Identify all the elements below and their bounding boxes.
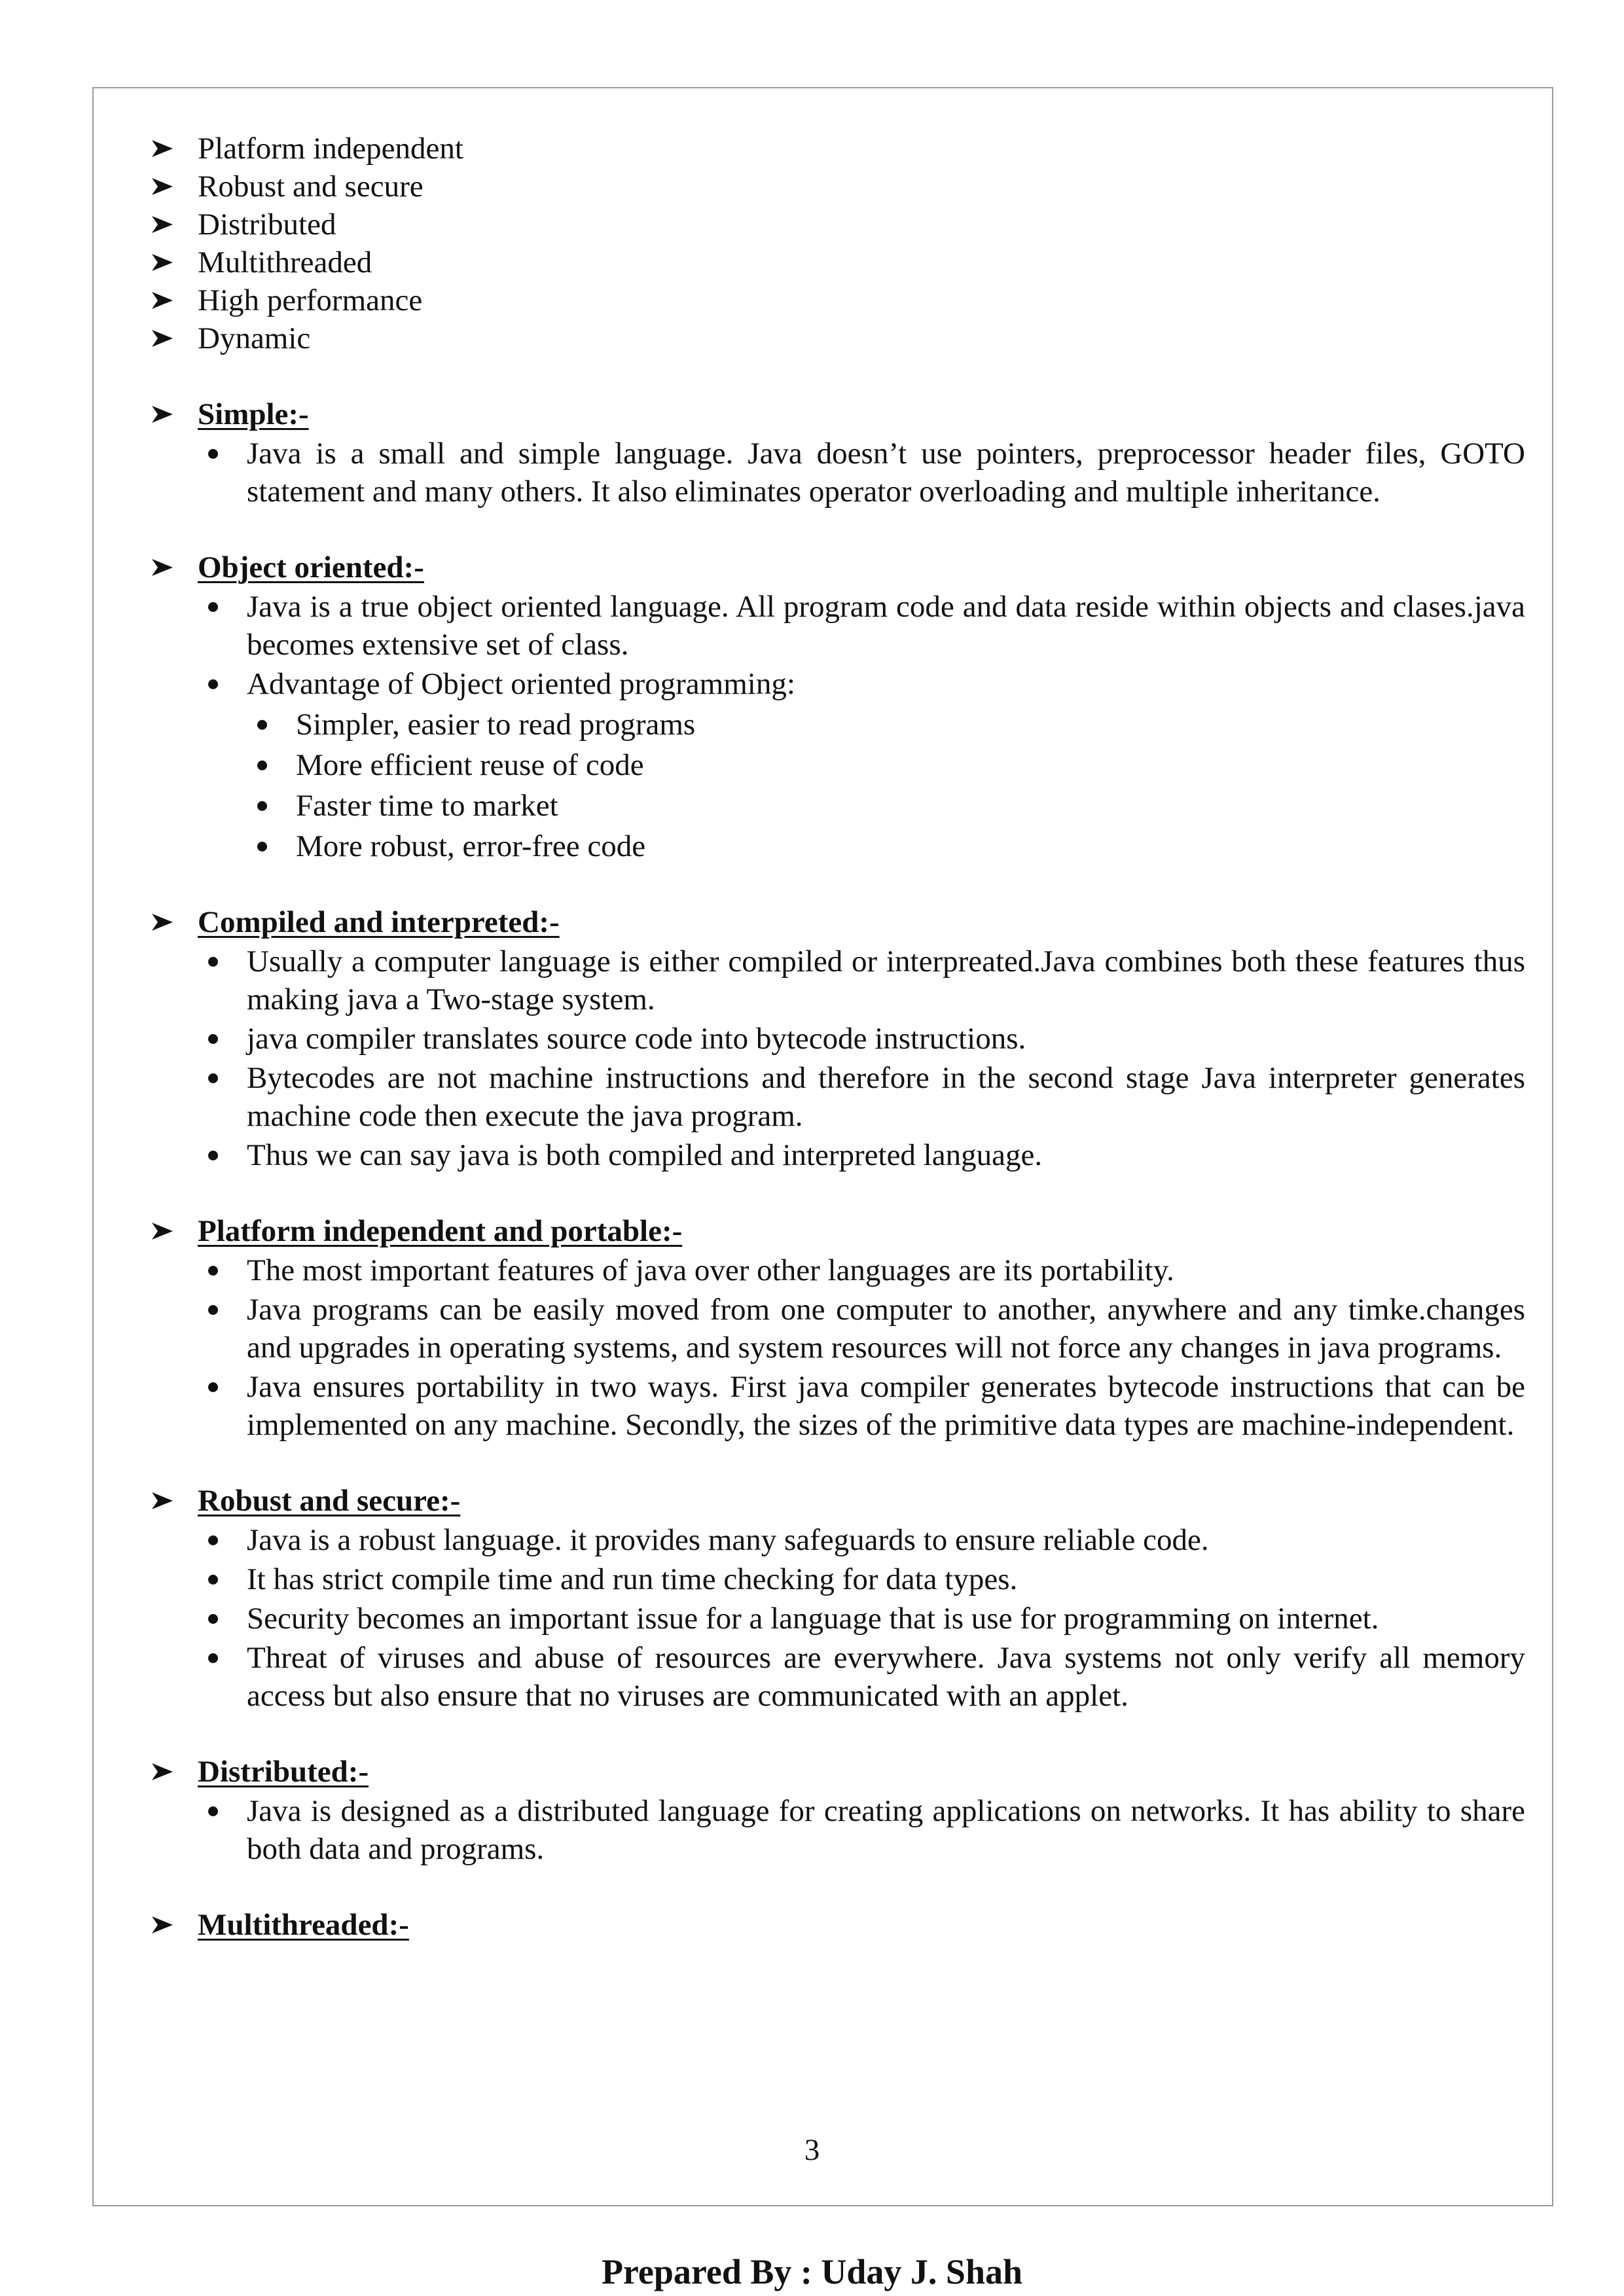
arrowhead-icon — [151, 548, 177, 586]
arrowhead-icon — [151, 903, 177, 941]
arrowhead-icon — [151, 281, 177, 319]
dot-bullet — [208, 1266, 218, 1276]
list-item-label: Platform independent — [198, 132, 463, 166]
dot-bullet — [208, 1535, 218, 1545]
list-item-label: High performance — [198, 283, 423, 317]
bullet-item: Java is designed as a distributed language for creating applications on networks. It has ability to share both data and programs. — [151, 1792, 1525, 1868]
list-item — [151, 281, 1525, 319]
bullet-item: It has strict compile time and run time checking for data types. — [151, 1560, 1525, 1598]
dot-bullet — [257, 761, 267, 770]
section-heading: Compiled and interpreted:- — [151, 903, 1525, 941]
page-number: 3 — [804, 2133, 820, 2167]
dot-bullet — [208, 602, 218, 612]
arrowhead-icon — [151, 130, 177, 168]
arrowhead-icon — [151, 395, 177, 433]
arrowhead-icon — [151, 1212, 177, 1250]
list-item-label: Robust and secure — [198, 170, 424, 204]
section-heading: Simple:- — [151, 395, 1525, 433]
section-compiled-interpreted — [151, 903, 1525, 1174]
list-item-label: Distributed — [198, 207, 336, 242]
dot-bullet — [208, 1151, 218, 1160]
dot-bullet — [208, 1806, 218, 1816]
dot-bullet — [208, 1305, 218, 1315]
section-heading: Robust and secure:- — [151, 1482, 1525, 1520]
section-robust-secure — [151, 1482, 1525, 1715]
bullet-list — [151, 942, 1525, 1174]
arrowhead-icon — [151, 1906, 177, 1944]
section-platform-independent — [151, 1212, 1525, 1444]
bullet-list — [151, 1521, 1525, 1715]
section-heading: Multithreaded:- — [151, 1906, 1525, 1944]
dot-bullet — [208, 1614, 218, 1624]
dot-bullet — [208, 1382, 218, 1392]
dot-bullet — [208, 1073, 218, 1083]
bullet-list — [151, 1792, 1525, 1868]
bullet-item: Java is a small and simple language. Java doesn’t use pointers, preprocessor header files, GOTO statement and many others. It also eliminates operator overloading and multiple inheritance. — [151, 435, 1525, 511]
bullet-item: Thus we can say java is both compiled and interpreted language. — [151, 1136, 1525, 1174]
bullet-item: Java programs can be easily moved from one computer to another, anywhere and any timke.changes and upgrades in operating systems, and system resources will not force any changes in java programs. — [151, 1291, 1525, 1367]
dot-bullet — [257, 801, 267, 811]
dot-bullet — [208, 1653, 218, 1663]
list-item — [151, 130, 1525, 168]
bullet-item: java compiler translates source code into bytecode instructions. — [151, 1020, 1525, 1058]
dot-bullet — [208, 449, 218, 459]
list-item-label: Multithreaded — [198, 245, 372, 279]
bullet-item: Usually a computer language is either compiled or interpreated.Java combines both these features thus making java a Two-stage system. — [151, 942, 1525, 1018]
bullet-list — [151, 435, 1525, 511]
bullet-item: Threat of viruses and abuse of resources are everywhere. Java systems not only verify all memory access but also ensure that no viruses are communicated with an applet. — [151, 1639, 1525, 1715]
section-simple — [151, 395, 1525, 511]
bullet-list — [151, 1251, 1525, 1444]
list-item-label: Dynamic — [198, 321, 311, 355]
footer-credit: Prepared By : Uday J. Shah — [601, 2252, 1023, 2291]
sub-bullet-item: Simpler, easier to read programs — [151, 706, 1525, 744]
arrowhead-icon — [151, 1753, 177, 1791]
section-heading: Platform independent and portable:- — [151, 1212, 1525, 1250]
dot-bullet — [257, 720, 267, 730]
list-item — [151, 243, 1525, 281]
bullet-list — [151, 588, 1525, 865]
bullet-item: Bytecodes are not machine instructions and therefore in the second stage Java interpreter generates machine code then execute the java program. — [151, 1059, 1525, 1135]
section-distributed — [151, 1753, 1525, 1868]
list-item — [151, 168, 1525, 206]
section-multithreaded — [151, 1906, 1525, 1944]
bullet-item: The most important features of java over other languages are its portability. — [151, 1251, 1525, 1289]
dot-bullet — [208, 679, 218, 689]
sub-bullet-item: More robust, error-free code — [151, 827, 1525, 865]
dot-bullet — [257, 842, 267, 852]
dot-bullet — [208, 1575, 218, 1585]
arrowhead-icon — [151, 243, 177, 281]
arrowhead-icon — [151, 319, 177, 357]
arrowhead-icon — [151, 206, 177, 243]
bullet-item: Java is a robust language. it provides many safeguards to ensure reliable code. — [151, 1521, 1525, 1559]
document-body — [151, 130, 1525, 1944]
section-heading: Distributed:- — [151, 1753, 1525, 1791]
dot-bullet — [208, 957, 218, 967]
arrowhead-icon — [151, 1482, 177, 1520]
list-item — [151, 319, 1525, 357]
sub-bullet-item: Faster time to market — [151, 787, 1525, 825]
dot-bullet — [208, 1034, 218, 1044]
section-heading: Object oriented:- — [151, 548, 1525, 586]
section-object-oriented — [151, 548, 1525, 865]
sub-bullet-item: More efficient reuse of code — [151, 746, 1525, 784]
arrowhead-icon — [151, 168, 177, 206]
bullet-item: Security becomes an important issue for a language that is use for programming on internet. — [151, 1600, 1525, 1638]
list-item — [151, 206, 1525, 243]
bullet-item: Advantage of Object oriented programming: — [151, 665, 1525, 703]
bullet-item: Java is a true object oriented language. All program code and data reside within objects and clases.java becomes extensive set of class. — [151, 588, 1525, 664]
bullet-item: Java ensures portability in two ways. First java compiler generates bytecode instructions that can be implemented on any machine. Secondly, the sizes of the primitive data types are machine-independent. — [151, 1368, 1525, 1444]
feature-list — [151, 130, 1525, 357]
